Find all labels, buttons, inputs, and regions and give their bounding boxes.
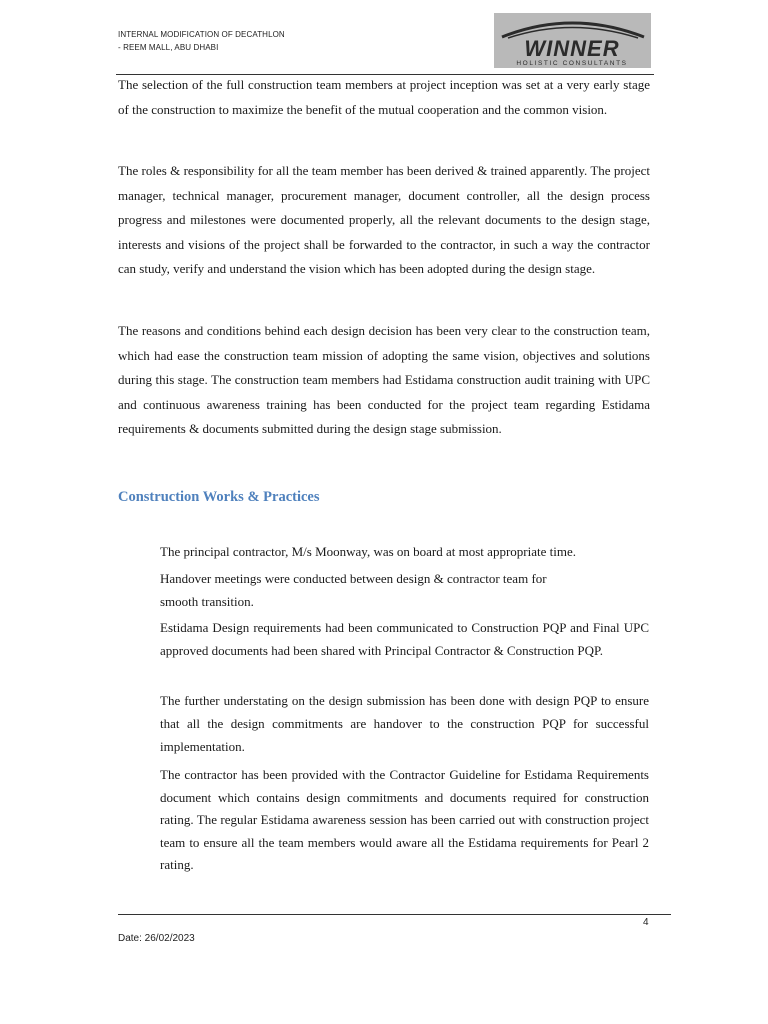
list-item-principal-contractor: The principal contractor, M/s Moonway, was on board at most appropriate time.	[160, 544, 576, 559]
paragraph-team-selection: The selection of the full construction team members at project inception was set at a very early stage of the construction to maximize the benefit of the mutual cooperation and the common vision.	[118, 77, 650, 117]
logo-tagline: HOLISTIC CONSULTANTS	[516, 60, 628, 67]
footer-date: Date: 26/02/2023	[118, 933, 195, 944]
list-item-handover-meetings: Handover meetings were conducted between design & contractor team for smooth transition.	[160, 571, 547, 609]
project-title-line-2: - REEM MALL, ABU DHABI	[118, 43, 219, 52]
logo-arc	[502, 23, 644, 37]
page-number: 4	[643, 917, 649, 928]
list-item-contractor-guideline: The contractor has been provided with the Contractor Guideline for Estidama Requirements document which contains design commitments and documents required for construction rating. The regular Estidama awareness session has been carried out with construction project team to ensure all the team members would aware all the Estidama requirements for Pearl 2 rating.	[160, 767, 649, 872]
winner-logo-graphic	[494, 13, 651, 68]
section-heading: Construction Works & Practices	[118, 489, 320, 505]
list-item-design-requirements: Estidama Design requirements had been communicated to Construction PQP and Final UPC approved documents had been shared with Principal Contractor & Construction PQP.	[160, 620, 649, 658]
logo-wordmark: WINNER	[524, 36, 620, 61]
paragraph-roles-responsibility: The roles & responsibility for all the team member has been derived & trained apparently. The project manager, technical manager, procurement manager, document controller, all the design process progress and milestones were documented properly, all the relevant documents to the design stage, interests and visions of the project shall be forwarded to the contractor, in such a way the contractor can study, verify and understand the vision which has been adopted during the design stage.	[118, 163, 650, 276]
footer-divider	[118, 914, 671, 915]
winner-logo	[494, 13, 651, 68]
paragraph-design-decisions: The reasons and conditions behind each design decision has been very clear to the construction team, which had ease the construction team mission of adopting the same vision, objectives and solutions during this stage. The construction team members had Estidama construction audit training with UPC and continuous awareness training has been conducted for the project team regarding Estidama requirements & documents submitted during the design stage submission.	[118, 323, 650, 436]
list-item-design-submission: The further understating on the design submission has been done with design PQP to ensure that all the design commitments are handover to the construction PQP for successful implementation.	[160, 693, 649, 754]
project-title-line-1: INTERNAL MODIFICATION OF DECATHLON	[118, 30, 285, 39]
document-header	[118, 28, 285, 54]
